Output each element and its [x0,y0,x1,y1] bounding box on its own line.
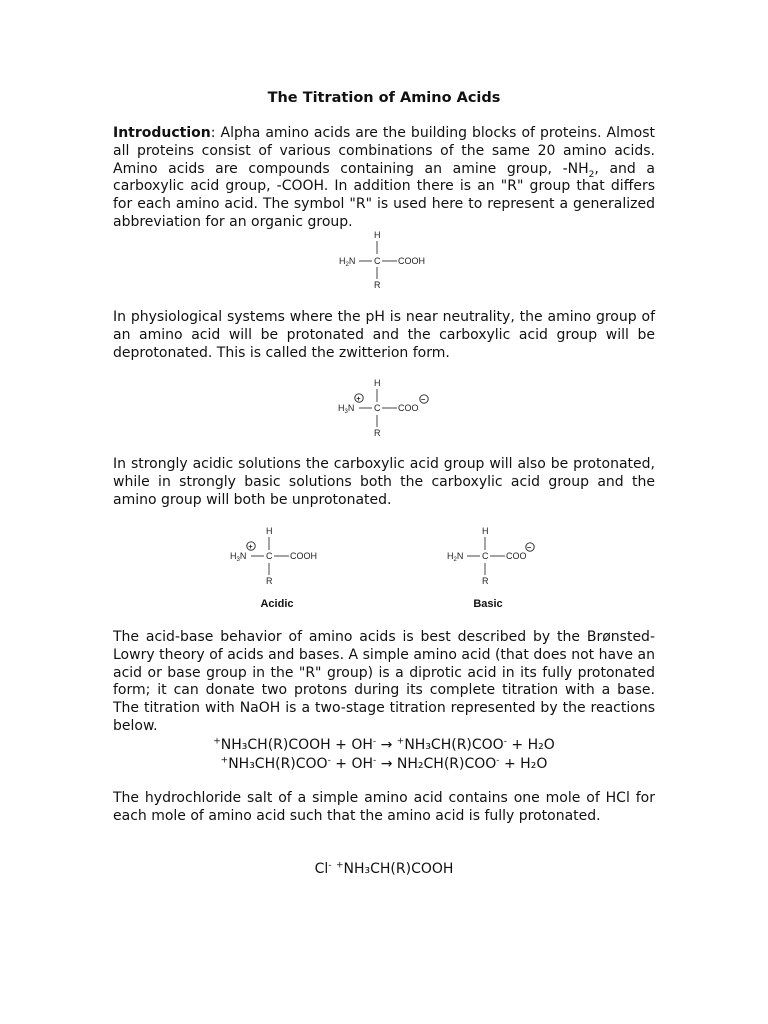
struct-h: H [374,230,381,240]
struct-c: C [482,551,489,561]
struct-r: R [374,428,381,438]
struct-c: C [266,551,273,561]
acidic-caption: Acidic [260,598,294,610]
struct-h: H [482,526,489,536]
struct-h2n: $H_2N$ [447,551,464,563]
svg-text:+: + [356,394,361,403]
struct-h: H [374,378,381,388]
intro-paragraph [113,125,655,232]
salt-formula: Cl- +NH₃CH(R)COOH [314,860,454,877]
basic-structure [438,523,548,589]
struct-coo: COO [506,551,527,561]
intro-text-2: , and a carboxylic acid group, -COOH. In addition there is an "R" group that differs for each amino acid. The symbol "R" is used here to represent a generalized abbreviation for an organic group. [113,160,655,230]
acidic-basic-paragraph: In strongly acidic solutions the carboxylic acid group will also be protonated, while in strongly basic solutions both the carboxylic acid group and the amino group will both be unprotonated. [113,456,655,508]
intro-sub: 2 [588,169,595,180]
reaction-1: +NH₃CH(R)COOH + OH- → +NH₃CH(R)COO- + H₂O [213,736,555,753]
reaction-2: +NH₃CH(R)COO- + OH- → NH₂CH(R)COO- + H₂O [220,755,548,772]
page-title: The Titration of Amino Acids [267,90,501,106]
basic-caption: Basic [473,598,503,610]
intro-colon: : [210,125,216,141]
acidic-structure [222,523,332,589]
struct-h3n: $H_3N$ [230,551,247,563]
intro-heading: Introduction [113,125,211,141]
struct-c: C [374,256,381,266]
struct-cooh: COOH [290,551,317,561]
struct-c: C [374,403,381,413]
struct-r: R [374,280,381,290]
struct-r: R [266,576,273,586]
struct-h: H [266,526,273,536]
svg-text:+: + [248,542,253,551]
struct-h2n-h: $H_2N$ [339,256,356,268]
zwitterion-structure [330,375,440,441]
struct-r: R [482,576,489,586]
intro-text-1: Alpha amino acids are the building blocks of proteins. Almost all proteins consist of various combinations of the same 20 amino acids. Amino acids are compounds containing an amine group, -NH [113,125,655,177]
svg-text:−: − [421,395,426,404]
neutral-amino-acid-structure [330,228,440,292]
svg-text:−: − [527,543,532,552]
struct-cooh: COOH [398,256,425,266]
acid-base-paragraph: The acid-base behavior of amino acids is best described by the Brønsted-Lowry theory of acids and bases. A simple amino acid (that does not have an acid or base group in the "R" group) is a diprotic acid in its fully protonated form; it can donate two protons during its complete titration with a base. The titration with NaOH is a two-stage titration represented by the reactions below. [113,629,655,734]
hydrochloride-paragraph: The hydrochloride salt of a simple amino acid contains one mole of HCl for each mole of amino acid such that the amino acid is fully protonated. [113,790,655,824]
struct-coo: COO [398,403,419,413]
physiological-paragraph: In physiological systems where the pH is near neutrality, the amino group of an amino acid will be protonated and the carboxylic acid group will be deprotonated. This is called the zwitterion form. [113,309,655,361]
struct-h3n: $H_3N$ [338,403,355,415]
